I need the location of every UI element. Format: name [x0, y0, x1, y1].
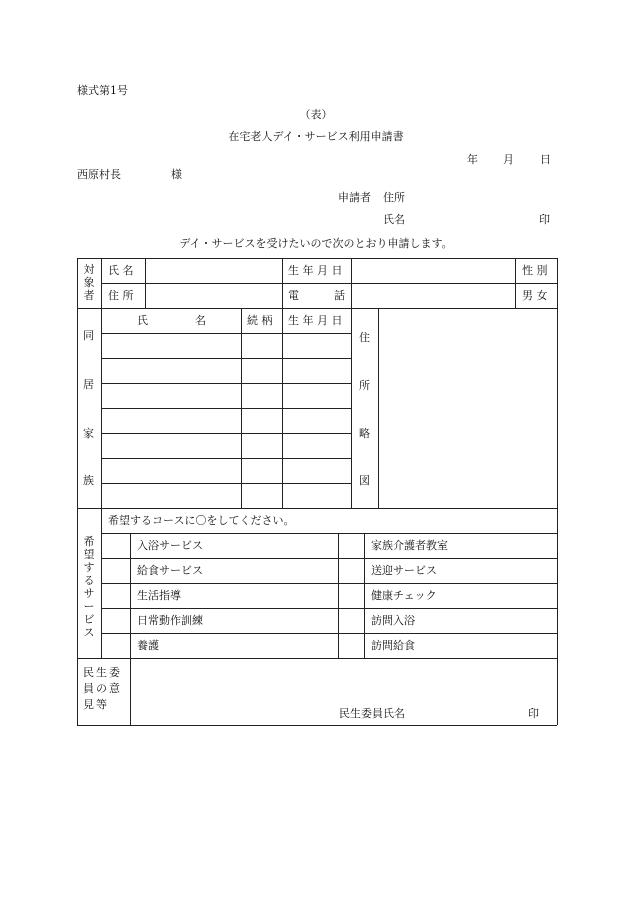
form-number: 様式第1号: [77, 84, 128, 97]
addressee-honorific: 様: [171, 168, 182, 181]
service-option: 日常動作訓練: [137, 614, 203, 627]
family-col-name-a: 氏: [137, 314, 148, 327]
subject-name-label: 氏 名: [108, 264, 134, 277]
opinion-section-label: 民生委員の意見等: [83, 666, 122, 711]
date-day-label: 日: [540, 153, 551, 166]
front-mark: （表）: [299, 108, 333, 121]
service-option: 給食サービス: [137, 564, 203, 577]
applicant-name-label: 氏名: [383, 213, 405, 226]
service-option: 家族介護者教室: [371, 539, 448, 552]
date-month-label: 月: [503, 153, 514, 166]
service-option: 養護: [137, 639, 159, 652]
opinion-seal: 印: [528, 707, 539, 720]
subject-address-label: 住 所: [108, 289, 134, 302]
applicant-address-label: 住所: [383, 191, 405, 204]
map-label-char: 所: [359, 379, 370, 392]
subject-gender-options: 男 女: [522, 289, 548, 302]
map-label-char: 図: [359, 474, 370, 487]
map-label-char: 住: [359, 331, 370, 344]
applicant-seal: 印: [539, 213, 550, 226]
service-option: 訪問入浴: [371, 614, 415, 627]
service-option: 送迎サービス: [371, 564, 437, 577]
family-section-char: 居: [83, 378, 94, 391]
services-section-label: 希望するサービス: [83, 535, 95, 639]
family-col-birthdate: 生 年 月 日: [288, 314, 343, 327]
date-year-label: 年: [467, 153, 478, 166]
service-option: 生活指導: [137, 589, 181, 602]
family-section-char: 族: [83, 474, 94, 487]
family-col-relation: 続 柄: [247, 314, 273, 327]
family-section-char: 同: [83, 329, 94, 342]
opinion-signer-label: 民生委員氏名: [339, 707, 405, 720]
subject-birthdate-label: 生 年 月 日: [288, 264, 343, 277]
family-col-name-b: 名: [195, 314, 206, 327]
services-instruction: 希望するコースに〇をしてください。: [108, 514, 295, 527]
form-title: 在宅老人デイ・サービス利用申請書: [228, 130, 404, 143]
family-section-char: 家: [83, 427, 94, 440]
subject-section-label: 対象者: [83, 263, 95, 302]
applicant-label: 申請者: [338, 191, 371, 204]
subject-phone-label-b: 話: [334, 289, 345, 302]
intro-text: デイ・サービスを受けたいので次のとおり申請します。: [179, 237, 453, 250]
subject-gender-label: 性 別: [522, 264, 548, 277]
map-label-char: 略: [359, 427, 370, 440]
addressee: 西原村長: [77, 168, 121, 181]
service-option: 健康チェック: [371, 589, 437, 602]
service-option: 入浴サービス: [137, 539, 203, 552]
service-option: 訪問給食: [371, 639, 415, 652]
subject-phone-label-a: 電: [288, 289, 299, 302]
